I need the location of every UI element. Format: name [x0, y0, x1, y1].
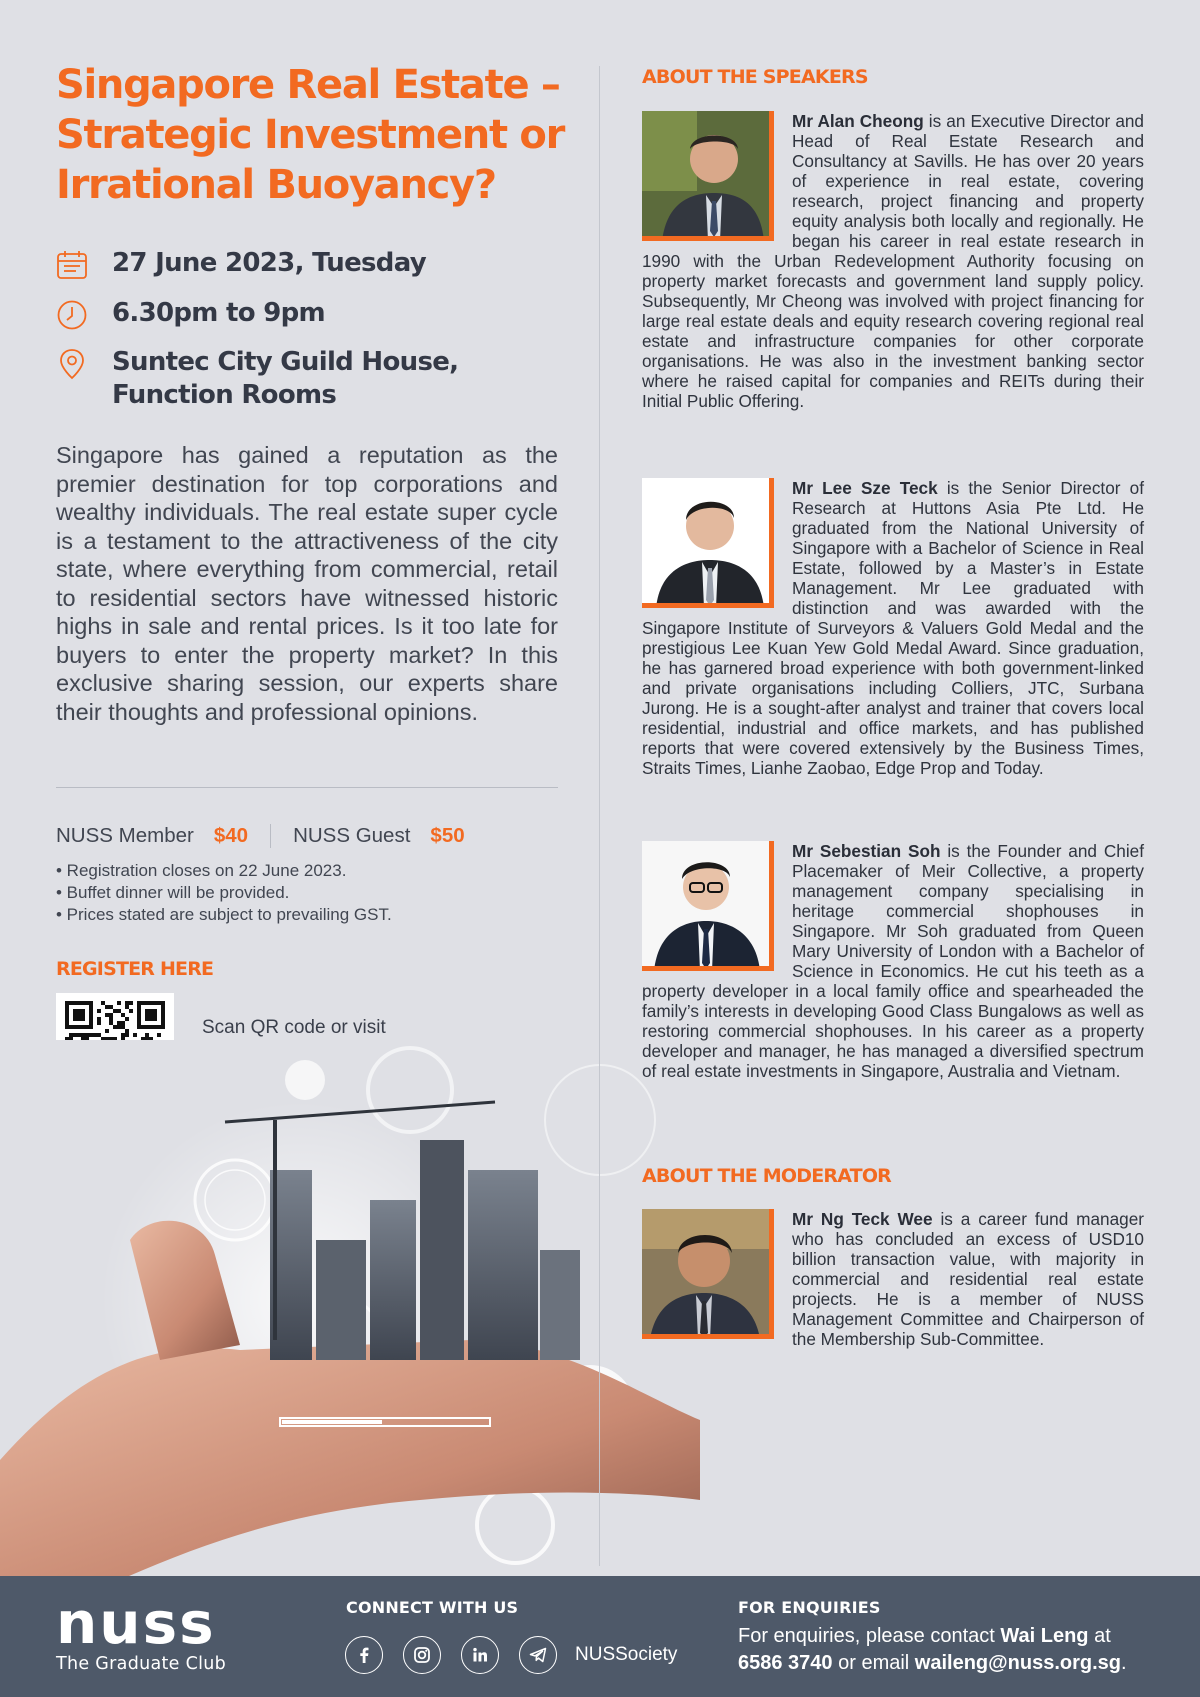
price-separator: [270, 824, 271, 848]
contact-phone[interactable]: 6586 3740: [738, 1652, 833, 1674]
contact-name: Wai Leng: [1000, 1625, 1089, 1647]
moderator-photo: [642, 1209, 778, 1343]
speaker-bio: [642, 478, 1144, 778]
facebook-icon[interactable]: [345, 1636, 383, 1674]
enquiries-at: at: [1088, 1625, 1111, 1647]
logo-wordmark: nuss: [56, 1589, 216, 1657]
enquiries-end: .: [1121, 1652, 1127, 1674]
speaker-description: is the Founder and Chief Placemaker of Meir Collective, a property management company specialising in heritage commercial shophouses in Singapore. Mr Soh graduated from Queen Mary University of London with a Bachelor of Science in Economics. He cut his teeth as a property developer in a local family office and spearheaded the family’s interests in developing Good Class Bungalows as well as restoring commercial shophouses. In his career as a property developer and manager, he has managed a diversified spectrum of real estate investments in Singapore, Australia and Vietnam.: [642, 841, 1144, 1081]
event-title: Singapore Real Estate – Strategic Investment or Irrational Buoyancy?: [56, 62, 565, 208]
note-item: • Registration closes on 22 June 2023.: [56, 861, 347, 880]
calendar-icon: [56, 249, 88, 281]
event-description: Singapore has gained a reputation as the premier destination for top corporations and wealthy individuals. The real estate super cycle is a testament to the attractiveness of the city state, where everything from commercial, retail to residential sectors have witnessed historic highs in sale and rental prices. Is it too late for buyers to enter the property market? In this exclusive sharing session, our experts share their thoughts and professional opinions.: [56, 442, 558, 725]
register-heading: REGISTER HERE: [56, 958, 214, 980]
speaker-bio: [642, 841, 1144, 1081]
speaker-description: is the Senior Director of Research at Huttons Asia Pte Ltd. He graduated from the National University of Singapore with a Bachelor of Science in Real Estate, followed by a Master’s in Estate Management. Mr Lee graduated with distinction and was awarded with the Singapore Institute of Surveyors & Valuers Gold Medal and the prestigious Lee Kuan Yew Gold Medal Award. Since graduation, he has garnered broad experience with both government-linked and private organisations including Colliers, JTC, Surbana Jurong. He is a sought-after analyst and trainer that covers local residential, industrial and office markets, and has published reports that were covered extensively by the Business Times, Straits Times, Lianhe Zaobao, Edge Prop and Today.: [642, 478, 1144, 778]
event-time: 6.30pm to 9pm: [112, 298, 325, 328]
moderator-description: is a career fund manager who has concluded an excess of USD10 billion transaction value, with majority in commercial and residential real estate projects. He is a member of NUSS Management Committee and Chairperson of the Membership Sub-Committee.: [792, 1209, 1145, 1349]
event-venue: Suntec City Guild House, Function Rooms: [112, 347, 459, 410]
event-date-row: [56, 247, 426, 281]
telegram-icon[interactable]: [519, 1636, 557, 1674]
enquiries-prefix: For enquiries, please contact: [738, 1625, 1001, 1647]
speaker-name: Mr Alan Cheong: [792, 111, 924, 131]
social-links: [345, 1636, 677, 1674]
location-pin-icon: [56, 348, 88, 380]
linkedin-icon[interactable]: [461, 1636, 499, 1674]
enquiries-text: [738, 1623, 1127, 1677]
note-item: • Prices stated are subject to prevailing GST.: [56, 905, 392, 924]
logo-tagline: The Graduate Club: [56, 1654, 227, 1674]
guest-price: $50: [430, 824, 465, 847]
footer: [0, 1576, 1200, 1697]
instagram-icon[interactable]: [403, 1636, 441, 1674]
speaker-name: Mr Lee Sze Teck: [792, 478, 938, 498]
speaker-photo: [642, 111, 778, 245]
event-date: 27 June 2023, Tuesday: [112, 248, 427, 278]
speaker-photo: [642, 478, 778, 612]
registration-notes: [56, 860, 392, 926]
social-handle[interactable]: NUSSociety: [575, 1644, 678, 1665]
city-in-hand-illustration: [0, 1040, 730, 1580]
divider: [56, 787, 558, 788]
speakers-heading: ABOUT THE SPEAKERS: [642, 66, 868, 88]
enquiries-or-email: or email: [832, 1652, 915, 1674]
clock-icon: [56, 299, 88, 331]
nuss-logo: [56, 1589, 227, 1674]
note-item: • Buffet dinner will be provided.: [56, 883, 290, 902]
speaker-name: Mr Sebestian Soh: [792, 841, 941, 861]
guest-price-label: NUSS Guest: [293, 824, 411, 847]
connect-heading: CONNECT WITH US: [346, 1598, 519, 1617]
speaker-description: is an Executive Director and Head of Real Estate Research and Consultancy at Savills. He has over 20 years of experience in real estate, covering research, project financing and property equity analysis both locally and regionally. He began his career in real estate research in 1990 with the Urban Redevelopment Authority focusing on property market forecasts and government land supply policy. Subsequently, Mr Cheong was involved with project financing for large real estate deals and equity research covering regional real estate and infrastructure companies for other corporate organisations. He was also in the investment banking sector where he raised capital for companies and REITs during their Initial Public Offering.: [642, 111, 1144, 411]
speaker-photo: [642, 841, 778, 975]
column-divider: [599, 66, 600, 1566]
enquiries-heading: FOR ENQUIRIES: [738, 1598, 881, 1617]
speaker-bio: [642, 111, 1144, 411]
event-time-row: [56, 297, 325, 331]
contact-email[interactable]: waileng@nuss.org.sg: [914, 1652, 1121, 1674]
moderator-name: Mr Ng Teck Wee: [792, 1209, 933, 1229]
member-price-label: NUSS Member: [56, 824, 194, 847]
register-line-1: Scan QR code or visit: [202, 1017, 386, 1038]
moderator-heading: ABOUT THE MODERATOR: [642, 1165, 892, 1187]
event-venue-row: [56, 346, 472, 412]
moderator-bio: [642, 1209, 1144, 1349]
member-price: $40: [213, 824, 249, 847]
pricing: [56, 824, 465, 848]
